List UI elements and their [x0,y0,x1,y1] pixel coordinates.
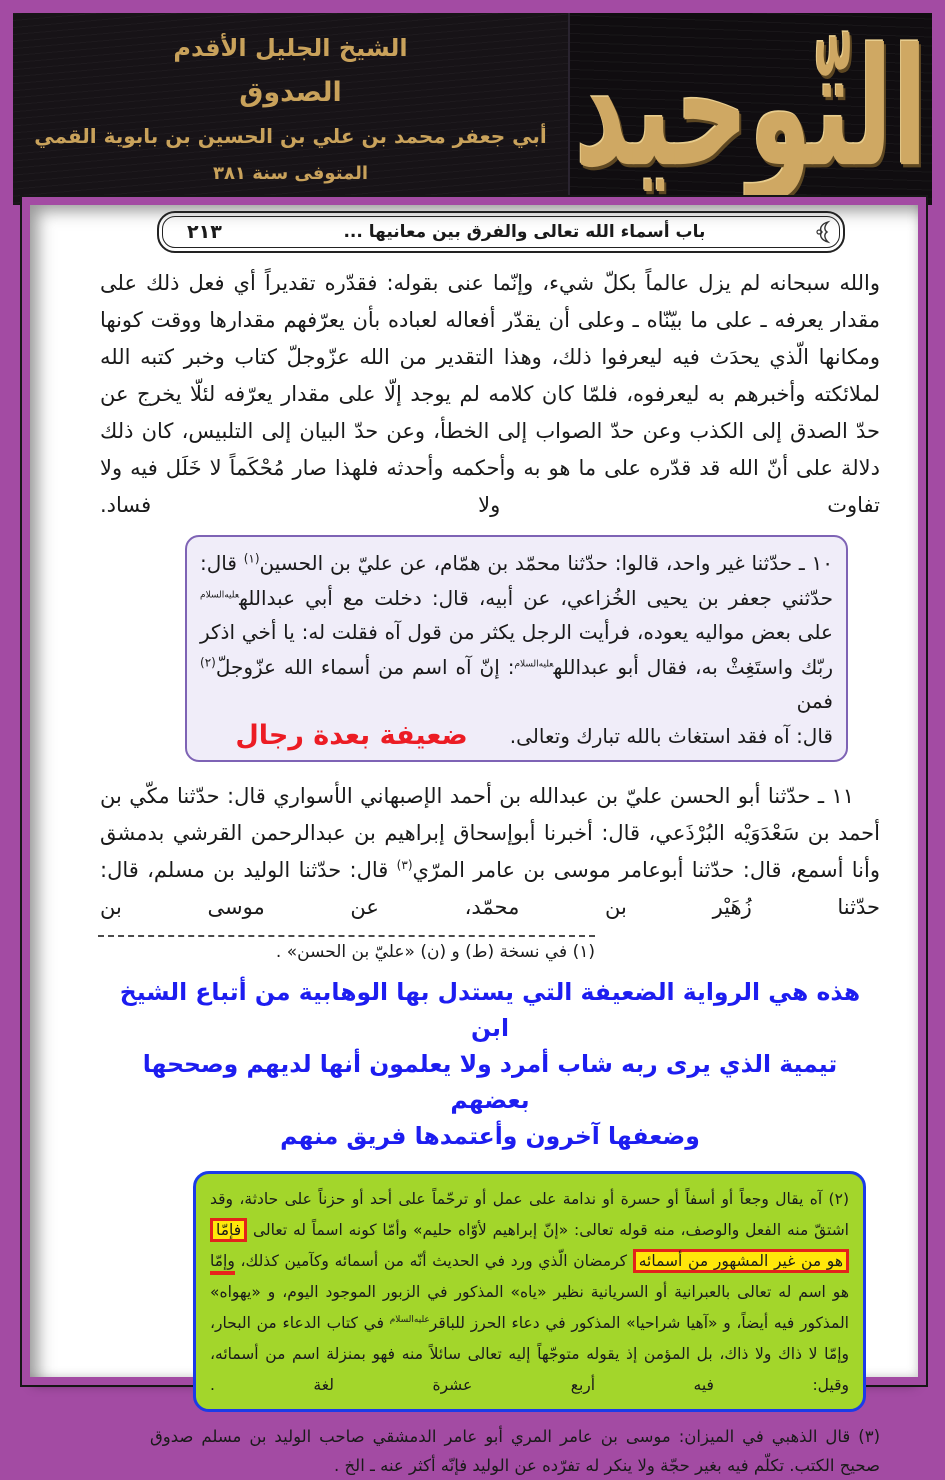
chapter-header-inner [162,216,840,248]
commentary-line: هذه هي الرواية الضعيفة التي يستدل بها الوهابية من أتباع الشيخ ابن [119,978,861,1042]
footnote-3: (٣) قال الذهبي في الميزان: موسى بن عامر المري أبو عامر الدمشقي صاحب الوليد بن مسلم صدوق صحيح الكتب. تكلّم فيه بغير حجّة ولا ينكر له تفرّده عن الوليد فإنّه أكثر عنه ـ الخ . [150,1427,880,1475]
cover-author-line: أبي جعفر محمد بن علي بن الحسين بن بابوية القمي [34,123,547,148]
book-title-calligraphy: التّوحيد [574,13,928,203]
footnote-2-seg: كرمضان الّذي ورد في الحديث أنّه من أسمائه وكآمين كذلك، [234,1252,633,1270]
hadith-10-seg: قال: حدّثني جعفر بن يحيى الخُزاعي، عن أبيه، قال: دخلت مع أبي عبدالله [200,551,833,610]
honorific-mark: عليه‌السلام [389,1314,430,1325]
chapter-header-box [157,211,845,253]
hadith-10-closing: قال: آه فقد استغاث بالله تبارك وتعالى. [509,723,833,748]
footnote-marker-1: (١) [243,551,260,566]
footnote-1: (١) في نسخة (ط) و (ن) «عليّ بن الحسن» . [275,942,595,962]
hadith-10-box [185,535,848,762]
footnote-marker-2: (٢) [200,654,216,669]
honorific-mark: عليه‌السلام [200,589,240,600]
page-content [100,265,880,1480]
body-paragraph: والله سبحانه لم يزل عالماً بكلّ شيء، وإنّما عنى بقوله: فقدّره تقديراً أي فعل ذلك على مقدار يعرفه ـ على ما بيّنّاه ـ وعلى أن يقدّر أفعاله لعباده بأن يعرّفهم مقدارها ووقت كونها ومكانها الّذي يحدَث فيه ليعرفوا ذلك، وهذا التقدير من الله عزّوجلّ كتاب وخبر كتبه الله لملائكته وأخبرهم به ليعرفوه، فلمّا كان كلامه لم يوجد إلّا على مقدار يعرّفه لئلّا يخرج عن حدّ الصدق إلى الكذب وعن حدّ الصواب إلى الخطأ، وعن حدّ البيان إلى التلبيس، كان ذلك دلالة على أنّ الله قد قدّره على ما هو به وأحكمه وأحدثه فلهذا صار مُحْكَماً لا خَلَل فيه ولا تفاوت ولا فساد. [100,271,880,517]
blue-commentary [100,974,880,1154]
chapter-title: باب أسماء الله تعالى والفرق بين معانيها ... [343,222,706,242]
footnote-2-text [210,1184,849,1401]
commentary-line: تيمية الذي يرى ربه شاب أمرد ولا يعلمون أنها لديهم وصححها بعضهم [142,1050,838,1114]
cover-author-line: الصدوق [239,77,342,109]
hadith-11-seg: ١١ ـ حدّثنا أبو الحسن عليّ بن عبدالله بن أحمد الإصبهاني الأسواري قال: حدّثنا مكّي بن أحمد بن سَعْدَوَيْه البُرْذَعي، قال: أخبرنا أبوإسحاق إبراهيم بن عبدالرحمن القرشي بدمشق وأنا أسمع، قال: حدّثنا أبوعامر موسى بن عامر المرّي [100,784,880,882]
cover-author-line: الشيخ الجليل الأقدم [173,34,408,63]
footnote-marker-3: (٣) [396,858,413,872]
page-number: ٢١٣ [187,221,222,243]
footnote-2-seg: هو اسم له تعالى بالعبرانية أو السريانية نظير «ياه» المذكور في الزبور الموجود اليوم، و «يهواه» المذكور فيه أيضاً، و «آهيا شراحيا» المذكور في دعاء الحرز للباقر [210,1283,849,1332]
footnote-2-seg: (٢) آه يقال وجعاً أو أسفاً أو حسرة أو ندامة على عمل أو ترحّماً على أحد أو حزناً على حادثة، وقد اشتقّ منه الفعل والوصف، منه قوله تعالى: «إنّ إبراهيم لأوّاه حليم» وأمّا كونه اسماً له تعالى [210,1190,849,1239]
footnote-2-seg: في كتاب الدعاء من البحار، وإمّا لا ذاك ولا ذاك، بل المؤمن إذ يقوله متوجّهاً إليه تعالى سائلاً منه فهو بمنزلة اسم من أسمائه، وقيل: فيه أربع عشرة لغة . [210,1314,849,1394]
cover-author-line: المتوفى سنة ٣٨١ [212,162,369,184]
red-underlined-word: وإمّا [210,1252,235,1275]
decorative-flourish-icon [813,220,831,244]
hadith-10-seg: على بعض مواليه يعوده، فرأيت الرجل يكثر من قول آه فقلت له: يا أخي اذكر ربّك واستَغِثْ به، فقال أبو عبدالله [200,620,834,679]
hadith-10-seg: فمن [796,689,833,713]
footnote-2-green-box [193,1171,866,1412]
page [30,205,918,1475]
commentary-line: وضعفها آخرون وأعتمدها فريق منهم [280,1122,700,1150]
cover-title-block [568,13,932,205]
hadith-11-seg: قال: حدّثنا الوليد بن مسلم، قال: حدّثنا زُهَيْر بن محمّد، عن موسى بن [100,858,880,919]
book-cover-band [13,13,932,205]
hadith-11-text [100,778,880,926]
weakness-annotation: ضعيفة بعدة رجال [235,720,468,752]
footnote-separator [98,935,595,937]
hadith-10-seg: ١٠ ـ حدّثنا غير واحد، قالوا: حدّثنا محمّد بن همّام، عن عليّ بن الحسين [259,551,834,575]
honorific-mark: عليه‌السلام [514,658,554,669]
hadith-10-seg: : إنّ آه اسم من أسماء الله عزّوجلّ [215,654,515,679]
hadith-10-last-line [200,719,833,754]
highlighted-phrase: فإمّا هو من غير المشهور من أسمائه [210,1218,849,1273]
hadith-10-text [200,546,833,719]
cover-author-block [13,13,568,205]
